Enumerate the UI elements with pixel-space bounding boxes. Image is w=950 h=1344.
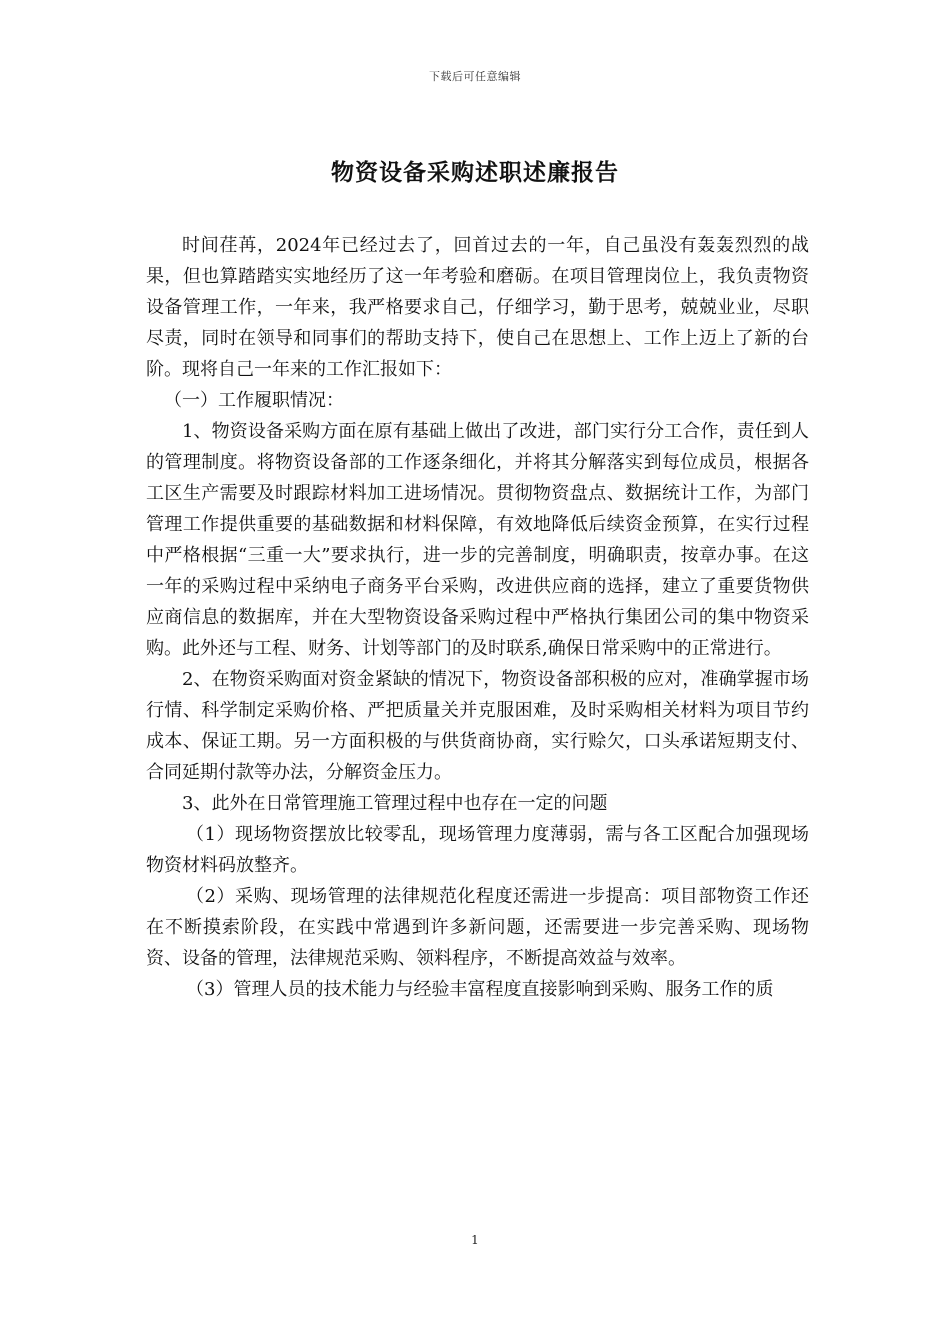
document-title: 物资设备采购述职述廉报告 [331,159,619,186]
paragraph-item-2: 2、在物资采购面对资金紧缺的情况下，物资设备部积极的应对，准确掌握市场行情、科学制定采购价格、严把质量关并克服困难，及时采购相关材料为项目节约成本、保证工期。另一方面积极的与供货商协商，实行赊欠，口头承诺短期支付、合同延期付款等办法，分解资金压力。 [146,669,809,783]
document-body [146,230,809,1005]
paragraph-item-3: 3、此外在日常管理施工管理过程中也存在一定的问题 [182,793,608,814]
header-note: 下载后可任意编辑 [429,70,521,83]
paragraph-subitem-1: （1）现场物资摆放比较零乱，现场管理力度薄弱，需与各工区配合加强现场物资材料码放整齐。 [146,824,809,876]
section-heading: （一）工作履职情况： [164,390,344,411]
paragraph-subitem-3: （3）管理人员的技术能力与经验丰富程度直接影响到采购、服务工作的质 [186,979,774,1000]
page-number: 1 [471,1233,479,1247]
paragraph-item-1: 1、物资设备采购方面在原有基础上做出了改进，部门实行分工合作，责任到人的管理制度。将物资设备部的工作逐条细化，并将其分解落实到每位成员，根据各工区生产需要及时跟踪材料加工进场情况。贯彻物资盘点、数据统计工作，为部门管理工作提供重要的基础数据和材料保障，有效地降低后续资金预算，在实行过程中严格根据“三重一大”要求执行，进一步的完善制度，明确职责，按章办事。在这一年的采购过程中采纳电子商务平台采购，改进供应商的选择，建立了重要货物供应商信息的数据库，并在大型物资设备采购过程中严格执行集团公司的集中物资采购。此外还与工程、财务、计划等部门的及时联系,确保日常采购中的正常进行。 [146,421,809,659]
paragraph-subitem-2: （2）采购、现场管理的法律规范化程度还需进一步提高：项目部物资工作还在不断摸索阶段，在实践中常遇到许多新问题，还需要进一步完善采购、现场物资、设备的管理，法律规范采购、领料程序，不断提高效益与效率。 [146,886,809,969]
paragraph-intro: 时间荏苒，2024年已经过去了，回首过去的一年，自己虽没有轰轰烈烈的战果，但也算踏踏实实地经历了这一年考验和磨砺。在项目管理岗位上，我负责物资设备管理工作，一年来，我严格要求自己，仔细学习，勤于思考，兢兢业业，尽职尽责，同时在领导和同事们的帮助支持下，使自己在思想上、工作上迈上了新的台阶。现将自己一年来的工作汇报如下： [146,235,809,380]
